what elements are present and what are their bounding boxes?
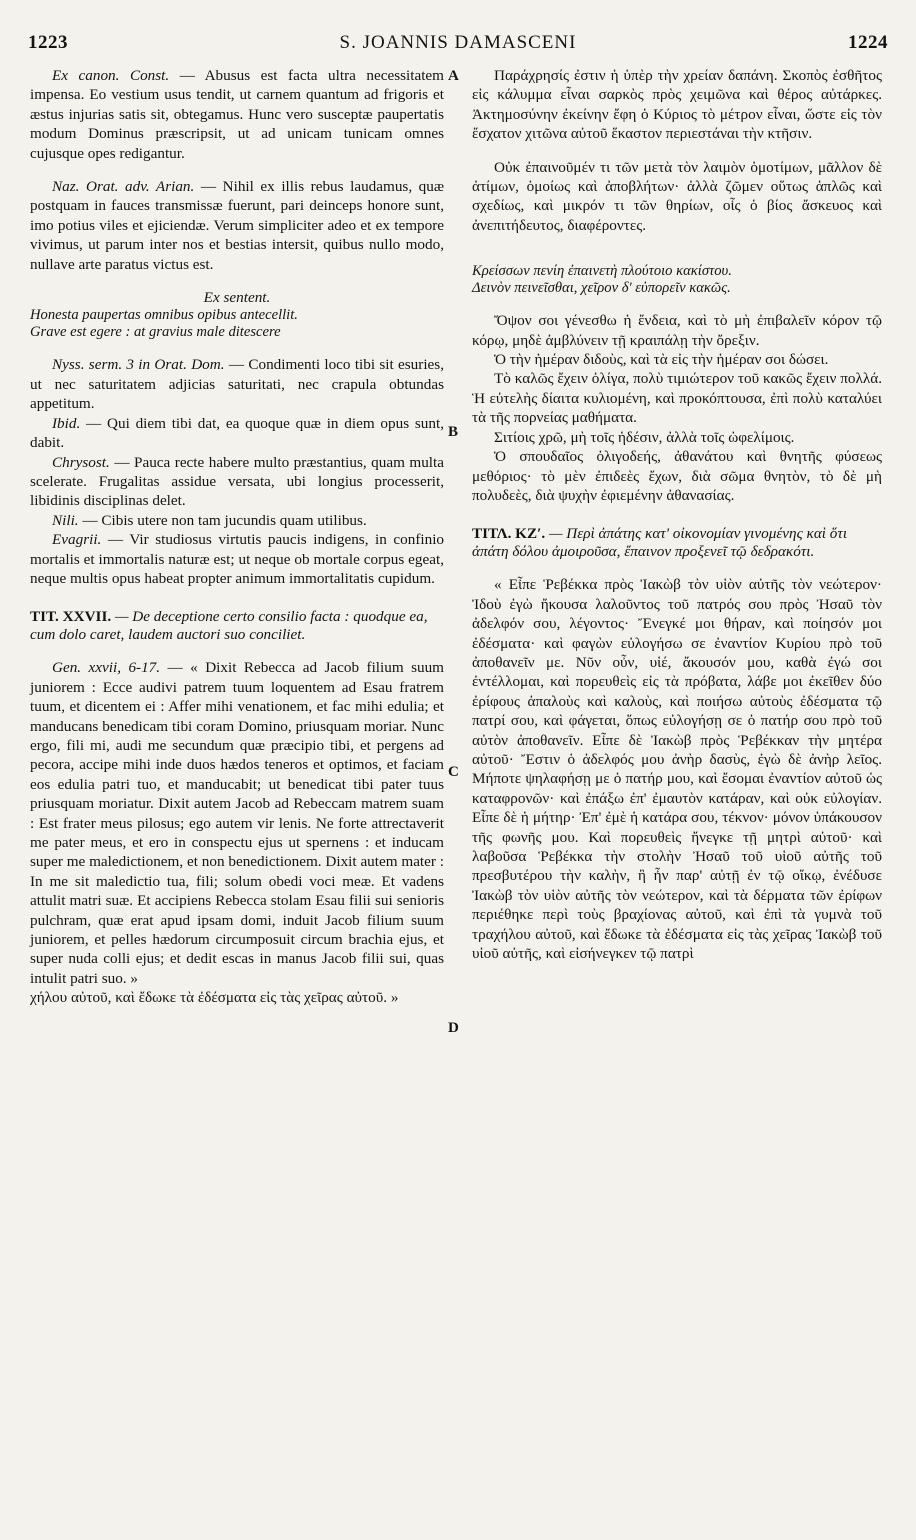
section-marker-c: C [448, 764, 459, 780]
verse-line: Δεινὸν πεινεῖσθαι, χεῖρον δ' εὐπορεῖν κακῶς. [472, 280, 731, 297]
latin-entry: Ibid. — Qui diem tibi dat, ea quoque quæ in diem opus sunt, dabit. [30, 414, 445, 452]
section-marker-a: A [448, 68, 459, 84]
chapter-title: TIT. XXVII. — De deceptione certo consilio facta : quodque ea, cum dolo caret, laudem auctori suo conciliet. [30, 608, 428, 644]
greek-entry: Ὁ τὴν ἡμέραν διδοὺς, καὶ τὰ εἰς τὴν ἡμέραν σοι δώσει. [494, 351, 829, 369]
latin-entry: Naz. Orat. adv. Arian. — Nihil ex illis rebus laudamus, quæ postquam in fauces transmissæ fuerunt, pari deinceps honore sunt, imo potius viles et ejiciendæ. Verum simpliciter adeo et ex tempore vivimus, ut parum inter nos et bestias intersit, quibus nullo modo, nullave arte paratus victus est. [30, 178, 445, 273]
running-title: S. JOANNIS DAMASCENI [339, 32, 577, 53]
greek-column [472, 66, 882, 963]
left-page-number: 1223 [28, 32, 68, 53]
section-marker-d: D [448, 1020, 459, 1036]
greek-entry: « Εἶπε Ῥεβέκκα πρὸς Ἰακὼβ τὸν υἱὸν αὐτῆς τὸν νεώτερον· Ἰδοὺ ἐγὼ ἤκουσα λαλοῦντος τοῦ πατρός σου πρὸς Ἠσαῦ τὸν ἀδελφόν σου, λέγοντος· Ἔνεγκέ μοι θήραν, καὶ ποίησόν μοι ἐδέσματα· καὶ φαγὼν εὐλογήσω σε ἐναντίον Κυρίου πρὸ τοῦ ἀποθανεῖν με. Νῦν οὖν, υἱέ, ἄκουσόν μου, καθὰ ἐγώ σοι ἐντέλλομαι, καὶ πορευθεὶς εἰς τὰ πρόβατα, λάβε μοι ἐκεῖθεν δύο ἐρίφους ἁπαλοὺς καὶ καλοὺς, καὶ ποιήσω αὐτοὺς ἐδέσματα τῷ πατρί σου, καὶ φάγεται, ὅπως εὐλογήσῃ σε ὁ πατήρ σου πρὸ τοῦ αὐτὸν ἀποθανεῖν. Εἶπε δὲ Ἰακὼβ πρὸς Ῥεβέκκαν τὴν μητέρα αὐτοῦ· Ἔστιν ὁ ἀδελφός μου ἀνὴρ δασὺς, ἐγὼ δὲ ἀνὴρ λεῖος. Μήποτε ψηλαφήσῃ με ὁ πατήρ μου, καὶ ἔσομαι ἐναντίον αὐτοῦ ὡς καταφρονῶν· καὶ ἐπάξω ἐπ' ἐμαυτὸν κατάραν, καὶ οὐκ εὐλογίαν. Εἶπε δὲ ἡ μήτηρ· Ἐπ' ἐμὲ ἡ κατάρα σου, τέκνον· μόνον ὑπάκουσον τῆς φωνῆς μου. Καὶ πορευθεὶς ἤνεγκε τῇ μητρὶ αὐτοῦ· καὶ λαβοῦσα Ῥεβέκκα τὴν στολὴν Ἠσαῦ τοῦ υἱοῦ αὐτῆς τοῦ πρεσβυτέρου τὴν καλὴν, ἣ ἦν παρ' αὐτῇ ἐν τῷ οἴκῳ, ἐνέδυσε Ἰακὼβ τὸν υἱὸν αὐτῆς τὸν νεώτερον, καὶ τὰ δέρματα τῶν ἐρίφων περιέθηκε περὶ τοὺς βραχίονας αὐτοῦ, καὶ ἐπὶ τὰ γυμνὰ τοῦ τραχήλου αὐτοῦ, καὶ ἔδωκε τὰ ἐδέσματα εἰς τὰς χεῖρας Ἰακὼβ τοῦ υἱοῦ αὐτῆς, καὶ εἰσήνεγκεν τῷ πατρὶ [472, 576, 882, 963]
latin-entry: Nili. — Cibis utere non tam jucundis quam utilibus. [52, 511, 367, 529]
verse-line: Κρείσσων πενίη ἐπαινετὴ πλούτοιο κακίστου. [472, 263, 732, 280]
greek-entry: Οὐκ ἐπαινοῦμέν τι τῶν μετὰ τὸν λαιμὸν ὁμοτίμων, μᾶλλον δὲ ἀτίμων, ὁμοίως καὶ ἀποβλήτων· ἀλλὰ ζῶμεν οὕτως ἁπλῶς καὶ σχεδίως, καὶ μικρόν τι τῶν θηρίων, οἷς ὁ βίος ἄσκευος καὶ ἀνεπιτήδευτος, διαφέροντες. [472, 158, 882, 234]
greek-entry: Ὁ σπουδαῖος ὀλιγοδεής, ἀθανάτου καὶ θνητῆς φύσεως μεθόριος· τὸ μὲν ἐπιδεὲς ἔχων, διὰ σῶμα θνητὸν, τὸ δὲ μὴ πολυδεὲς, διὰ ψυχὴν ἐφιεμένην ἀθανασίας. [472, 448, 882, 504]
greek-entry: Τὸ καλῶς ἔχειν ὀλίγα, πολὺ τιμιώτερον τοῦ κακῶς ἔχειν πολλά. Ἡ εὐτελὴς δίαιτα κυλιομένη, καὶ προκόπτουσα, ἐπὶ πολὺ καταλύει τὰ τῆς πορνείας μαθήματα. [472, 370, 882, 427]
sentence-line: Honesta paupertas omnibus opibus antecellit. [30, 307, 298, 324]
latin-entry: Chrysost. — Pauca recte habere multo præstantius, quam multa scelerate. Frugalitas assidue versata, ubi longius processerit, libidinis disciplinas delet. [30, 453, 444, 510]
chapter-title: ΤΙΤΛ. ΚΖʹ. — Περὶ ἀπάτης κατ' οἰκονομίαν γινομένης καὶ ὅτι ἀπάτη δόλου ἀμοιροῦσα, ἔπαινον προξενεῖ τῷ δεδρακότι. [472, 525, 848, 561]
greek-entry: Ὄψον σοι γένεσθω ἡ ἔνδεια, καὶ τὸ μὴ ἐπιβαλεῖν κόρον τῷ κόρῳ, μηδὲ ἀμβλύνειν τῇ κραιπάλῃ τὴν ὄρεξιν. [472, 312, 882, 349]
page-header [28, 32, 888, 62]
sentence-line: Grave est egere : at gravius male ditescere [30, 324, 281, 341]
greek-entry: Σιτίοις χρῶ, μὴ τοῖς ἡδέσιν, ἀλλὰ τοῖς ὠφελίμοις. [494, 428, 795, 446]
latin-entry: Ex canon. Const. — Abusus est facta ultra necessitatem impensa. Eo vestium usus tendit, ut carnem quantum ad frigoris et æstus injurias satis sit, obtegamus. Hunc vero susceptæ paupertatis modum Dominus præscripsit, ut ad unicam tunicam omnes cujusque opes redigantur. [30, 67, 444, 162]
right-page-number: 1224 [848, 32, 888, 53]
greek-entry: Παράχρησίς ἐστιν ἡ ὑπὲρ τὴν χρείαν δαπάνη. Σκοπὸς ἐσθῆτος εἰς κάλυμμα εἶναι σαρκὸς πρὸς χειμῶνα καὶ θέρος αὐτάρκες. Ἀκτημοσύνην ἐκείνην ἔφη ὁ Κύριος τὸ μέτρον εἶναι, ὥστε εἰς τὸν ἔσχατον χιτῶνα αὐτοῦ ἕκαστον περιεστάναι τὴν κτῆσιν. [472, 67, 882, 143]
latin-entry: Gen. xxvii, 6-17. — « Dixit Rebecca ad Jacob filium suum juniorem : Ecce audivi patrem tuum loquentem ad Esau fratrem tuum, et dicentem ei : Affer mihi venationem, et fac mihi edulia; et manducans benedicam tibi coram Domino, priusquam moriar. Nunc ergo, fili mi, audi me secundum quæ præcipio tibi, et pergens ad pecora, accipe mihi inde duos hædos teneros et optimos, et faciam eos edulia patri tuo, et manducabit; ut benedicat tibi pater tuus priusquam moriatur. Dixit autem Jacob ad Rebeccam matrem suam : Est frater meus pilosus; ego autem vir lenis. Ne forte attrectaverit me pater meus, et ero in conspectu ejus ut spernens : et inducam super me maledictionem, et non benedictionem. Dixit autem mater : In me sit maledictio tua, fili; solum obedi voci meæ. Et vadens attulit matri suæ. Et accipiens Rebecca stolam Esau filii sui senioris pulchram, quæ erat apud ipsam domi, induit Jacob filium suum juniorem, et pelles hædorum circumposuit circum brachia ejus, et super nuda colli ejus; et dedit escas in manus Jacob filii sui, quas intulit patri suo. » [30, 659, 444, 987]
latin-entry: Nyss. serm. 3 in Orat. Dom. — Condimenti loco tibi sit esuries, ut nec saturitatem adjicias saturitati, nec crapula obtundas appetitum. [30, 356, 444, 413]
greek-tail-line: χήλου αὐτοῦ, καὶ ἔδωκε τὰ ἐδέσματα εἰς τὰς χεῖρας αὐτοῦ. » [30, 989, 399, 1007]
latin-entry: Evagrii. — Vir studiosus virtutis paucis indigens, in confinio mortalis et immortalis naturæ est; ut neque ob mortale corpus egeat, neque multis opus habeat propter animum immortalitatis cupidum. [30, 531, 445, 587]
section-marker-b: B [448, 424, 459, 440]
latin-column [30, 66, 444, 1008]
sentence-heading: Ex sentent. [203, 289, 271, 307]
